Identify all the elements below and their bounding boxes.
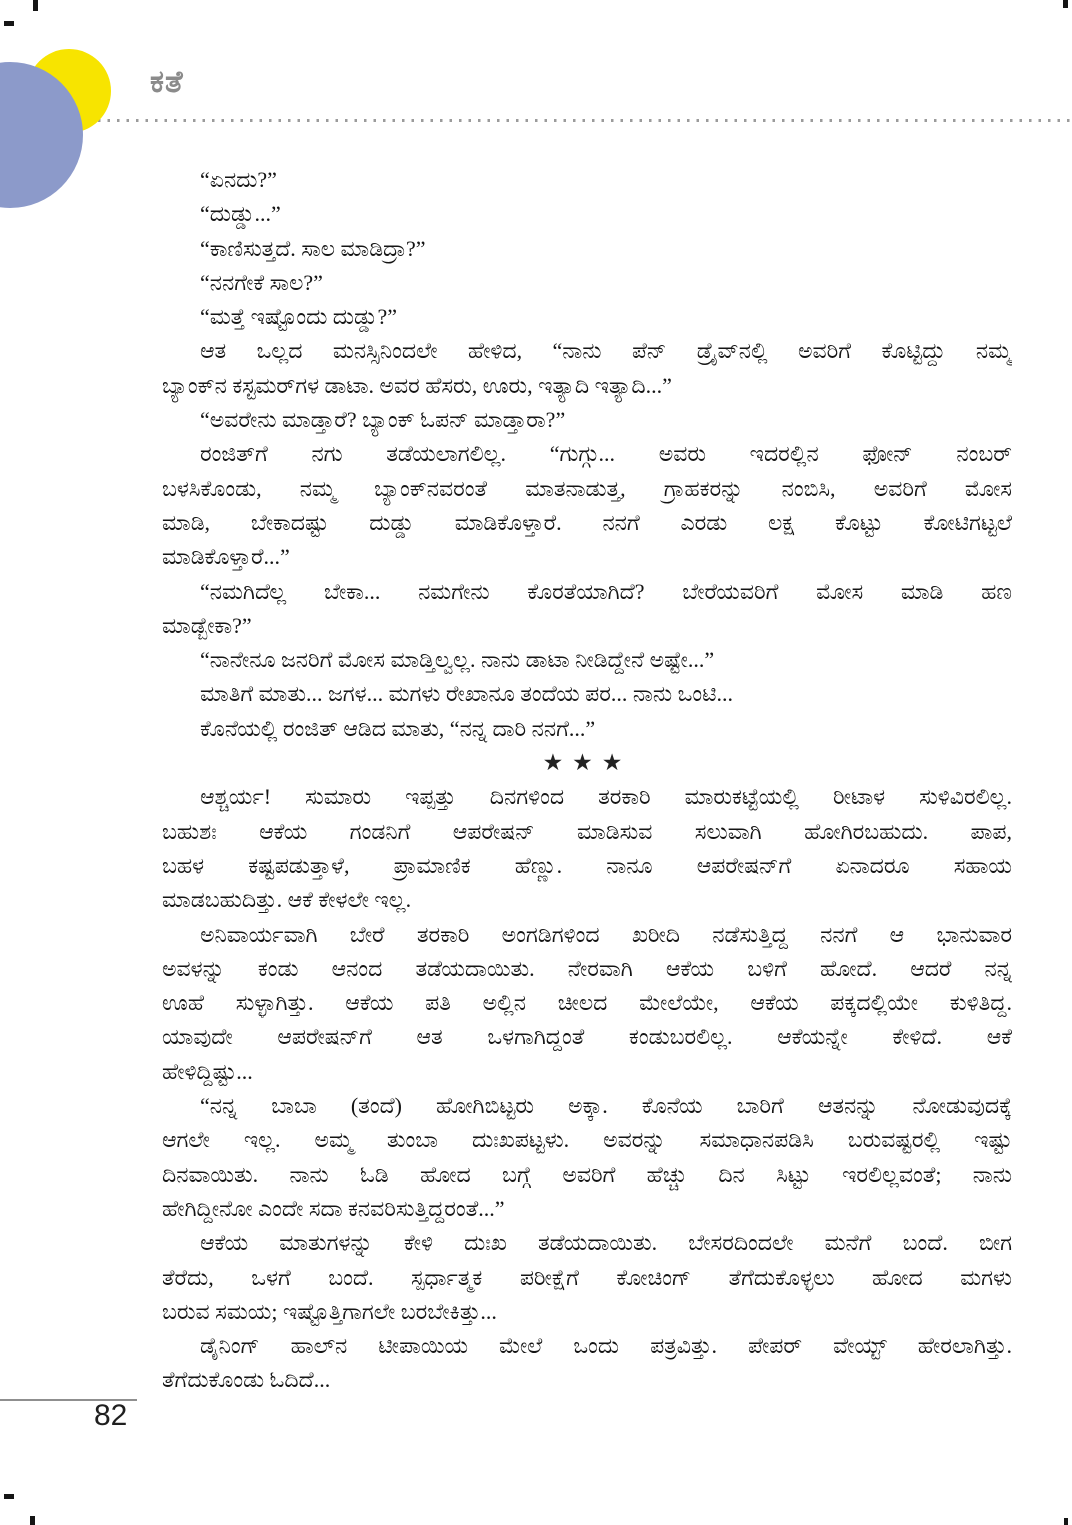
text-line: “ಅವರೇನು ಮಾಡ್ತಾರೆ? ಬ್ಯಾಂಕ್ ಓಪನ್ ಮಾಡ್ತಾರಾ?” <box>200 407 566 433</box>
trim-mark-top-left-horizontal <box>4 21 14 26</box>
text-line: ಮಾಡಿ, ಬೇಕಾದಷ್ಟು ದುಡ್ಡು ಮಾಡಿಕೊಳ್ತಾರೆ. ನನಗೆ ಎರಡು ಲಕ್ಷ ಕೊಟ್ಟು ಕೋಟಿಗಟ್ಟಲೆ <box>162 509 1012 535</box>
trim-mark-bottom-left-vertical <box>30 1516 35 1525</box>
text-line: ದಿನವಾಯಿತು. ನಾನು ಓಡಿ ಹೋದ ಬಗ್ಗೆ ಅವರಿಗೆ ಹೆಚ್ಚು ದಿನ ಸಿಟ್ಟು ಇರಲಿಲ್ಲವಂತೆ; ನಾನು <box>162 1161 1012 1187</box>
text-line: ಬಳಸಿಕೊಂಡು, ನಮ್ಮ ಬ್ಯಾಂಕ್‌ನವರಂತೆ ಮಾತನಾಡುತ್ತ, ಗ್ರಾಹಕರನ್ನು ನಂಬಿಸಿ, ಅವರಿಗೆ ಮೋಸ <box>162 475 1012 501</box>
text-line: ತೆಗೆದುಕೊಂಡು ಓದಿದೆ... <box>162 1367 331 1393</box>
text-line: “ನಾನೇನೂ ಜನರಿಗೆ ಮೋಸ ಮಾಡ್ತಿಲ್ವಲ್ಲ. ನಾನು ಡಾಟಾ ನೀಡಿದ್ದೇನೆ ಅಷ್ಟೇ...” <box>200 647 715 673</box>
text-line: ಆಶ್ಚರ್ಯ! ಸುಮಾರು ಇಪ್ಪತ್ತು ದಿನಗಳಿಂದ ತರಕಾರಿ ಮಾರುಕಟ್ಟೆಯಲ್ಲಿ ರೀಟಾಳ ಸುಳಿವಿರಲಿಲ್ಲ. <box>200 784 1012 810</box>
text-line: ಹೇಗಿದ್ದೀನೋ ಎಂದೇ ಸದಾ ಕನವರಿಸುತ್ತಿದ್ದರಂತೆ...” <box>162 1195 505 1221</box>
section-separator-stars: ★★★ <box>542 750 632 777</box>
text-line: ಹೇಳಿದ್ದಿಷ್ಟು... <box>162 1058 253 1084</box>
text-line: “ಮತ್ತೆ ಇಷ್ಟೊಂದು ದುಡ್ಡು?” <box>200 304 398 330</box>
text-line: ಬಹುಶಃ ಆಕೆಯ ಗಂಡನಿಗೆ ಆಪರೇಷನ್ ಮಾಡಿಸುವ ಸಲುವಾಗಿ ಹೋಗಿರಬಹುದು. ಪಾಪ, <box>162 818 1012 844</box>
trim-mark-top-left-vertical <box>33 0 38 11</box>
text-line: ಡೈನಿಂಗ್ ಹಾಲ್‌ನ ಟೀಪಾಯಿಯ ಮೇಲೆ ಒಂದು ಪತ್ರವಿತ್ತು. ಪೇಪರ್ ವೇಯ್ಟ್ ಹೇರಲಾಗಿತ್ತು. <box>200 1333 1012 1359</box>
text-line: ಬ್ಯಾಂಕ್‌ನ ಕಸ್ಟಮರ್‌ಗಳ ಡಾಟಾ. ಅವರ ಹೆಸರು, ಊರು, ಇತ್ಯಾದಿ ಇತ್ಯಾದಿ...” <box>162 372 672 398</box>
page-number: 82 <box>94 1399 128 1432</box>
text-line: ಊಹೆ ಸುಳ್ಳಾಗಿತ್ತು. ಆಕೆಯ ಪತಿ ಅಲ್ಲಿನ ಚೀಲದ ಮೇಲೆಯೇ, ಆಕೆಯ ಪಕ್ಕದಲ್ಲಿಯೇ ಕುಳಿತಿದ್ದ. <box>162 990 1012 1016</box>
chapter-header-label: ಕತೆ <box>150 64 184 100</box>
text-line: “ನನ್ನ ಬಾಬಾ (ತಂದೆ) ಹೋಗಿಬಿಟ್ಟರು ಅಕ್ಕಾ. ಕೊನೆಯ ಬಾರಿಗೆ ಆತನನ್ನು ನೋಡುವುದಕ್ಕೆ <box>200 1093 1012 1119</box>
text-line: ಆತ ಒಲ್ಲದ ಮನಸ್ಸಿನಿಂದಲೇ ಹೇಳಿದ, “ನಾನು ಪೆನ್ ಡ್ರೈವ್‌ನಲ್ಲಿ ಅವರಿಗೆ ಕೊಟ್ಟಿದ್ದು ನಮ್ಮ <box>200 338 1012 364</box>
text-line: ಆಗಲೇ ಇಲ್ಲ. ಅಮ್ಮ ತುಂಬಾ ದುಃಖಪಟ್ಟಳು. ಅವರನ್ನು ಸಮಾಧಾನಪಡಿಸಿ ಬರುವಷ್ಟರಲ್ಲಿ ಇಷ್ಟು <box>162 1127 1012 1153</box>
text-line: “ದುಡ್ಡು...” <box>200 201 281 227</box>
text-line: ಅನಿವಾರ್ಯವಾಗಿ ಬೇರೆ ತರಕಾರಿ ಅಂಗಡಿಗಳಿಂದ ಖರೀದಿ ನಡೆಸುತ್ತಿದ್ದ ನನಗೆ ಆ ಭಾನುವಾರ <box>200 921 1012 947</box>
text-line: ಅವಳನ್ನು ಕಂಡು ಆನಂದ ತಡೆಯದಾಯಿತು. ನೇರವಾಗಿ ಆಕೆಯ ಬಳಿಗೆ ಹೋದೆ. ಆದರೆ ನನ್ನ <box>162 955 1012 981</box>
header-dotted-rule <box>98 119 1072 122</box>
trim-mark-bottom-right-vertical <box>1064 1518 1068 1525</box>
text-line: ಮಾಡಿಕೊಳ್ತಾರೆ...” <box>162 544 290 570</box>
text-line: ತೆರೆದು, ಒಳಗೆ ಬಂದೆ. ಸ್ಪರ್ಧಾತ್ಮಕ ಪರೀಕ್ಷೆಗೆ ಕೋಚಿಂಗ್ ತೆಗೆದುಕೊಳ್ಳಲು ಹೋದ ಮಗಳು <box>162 1264 1012 1290</box>
text-line: ಬರುವ ಸಮಯ; ಇಷ್ಟೊತ್ತಿಗಾಗಲೇ ಬರಬೇಕಿತ್ತು... <box>162 1298 497 1324</box>
text-line: ರಂಜಿತ್‌ಗೆ ನಗು ತಡೆಯಲಾಗಲಿಲ್ಲ. “ಗುಗ್ಗು... ಅವರು ಇದರಲ್ಲಿನ ಫೋನ್ ನಂಬರ್ <box>200 441 1012 467</box>
text-line: “ನನಗೇಕೆ ಸಾಲ?” <box>200 269 323 295</box>
trim-mark-top-right-vertical <box>1063 0 1068 8</box>
text-line: “ಏನದು?” <box>200 167 277 192</box>
text-line: ಆಕೆಯ ಮಾತುಗಳನ್ನು ಕೇಳಿ ದುಃಖ ತಡೆಯದಾಯಿತು. ಬೇಸರದಿಂದಲೇ ಮನೆಗೆ ಬಂದೆ. ಬೀಗ <box>200 1230 1012 1256</box>
text-line: ಕೊನೆಯಲ್ಲಿ ರಂಜಿತ್ ಆಡಿದ ಮಾತು, “ನನ್ನ ದಾರಿ ನನಗೆ...” <box>200 715 596 741</box>
trim-mark-bottom-left-horizontal <box>4 1494 14 1499</box>
text-line: ಯಾವುದೇ ಆಪರೇಷನ್‌ಗೆ ಆತ ಒಳಗಾಗಿದ್ದಂತೆ ಕಂಡುಬರಲಿಲ್ಲ. ಆಕೆಯನ್ನೇ ಕೇಳಿದೆ. ಆಕೆ <box>162 1024 1012 1050</box>
text-line: “ನಮಗಿದೆಲ್ಲ ಬೇಕಾ... ನಮಗೇನು ಕೊರತೆಯಾಗಿದೆ? ಬೇರೆಯವರಿಗೆ ಮೋಸ ಮಾಡಿ ಹಣ <box>200 578 1012 604</box>
text-line: ಮಾಡ್ಬೇಕಾ?” <box>162 612 252 638</box>
story-text <box>162 163 1012 1398</box>
text-line: “ಕಾಣಿಸುತ್ತದೆ. ಸಾಲ ಮಾಡಿದ್ರಾ?” <box>200 235 426 261</box>
text-line: ಮಾಡಬಹುದಿತ್ತು. ಆಕೆ ಕೇಳಲೇ ಇಲ್ಲ. <box>162 887 412 913</box>
text-line: ಬಹಳ ಕಷ್ಟಪಡುತ್ತಾಳೆ, ಪ್ರಾಮಾಣಿಕ ಹೆಣ್ಣು. ನಾನೂ ಆಪರೇಷನ್‌ಗೆ ಏನಾದರೂ ಸಹಾಯ <box>162 852 1012 878</box>
text-line: ಮಾತಿಗೆ ಮಾತು... ಜಗಳ... ಮಗಳು ರೇಖಾನೂ ತಂದೆಯ ಪರ... ನಾನು ಒಂಟಿ... <box>200 681 733 707</box>
